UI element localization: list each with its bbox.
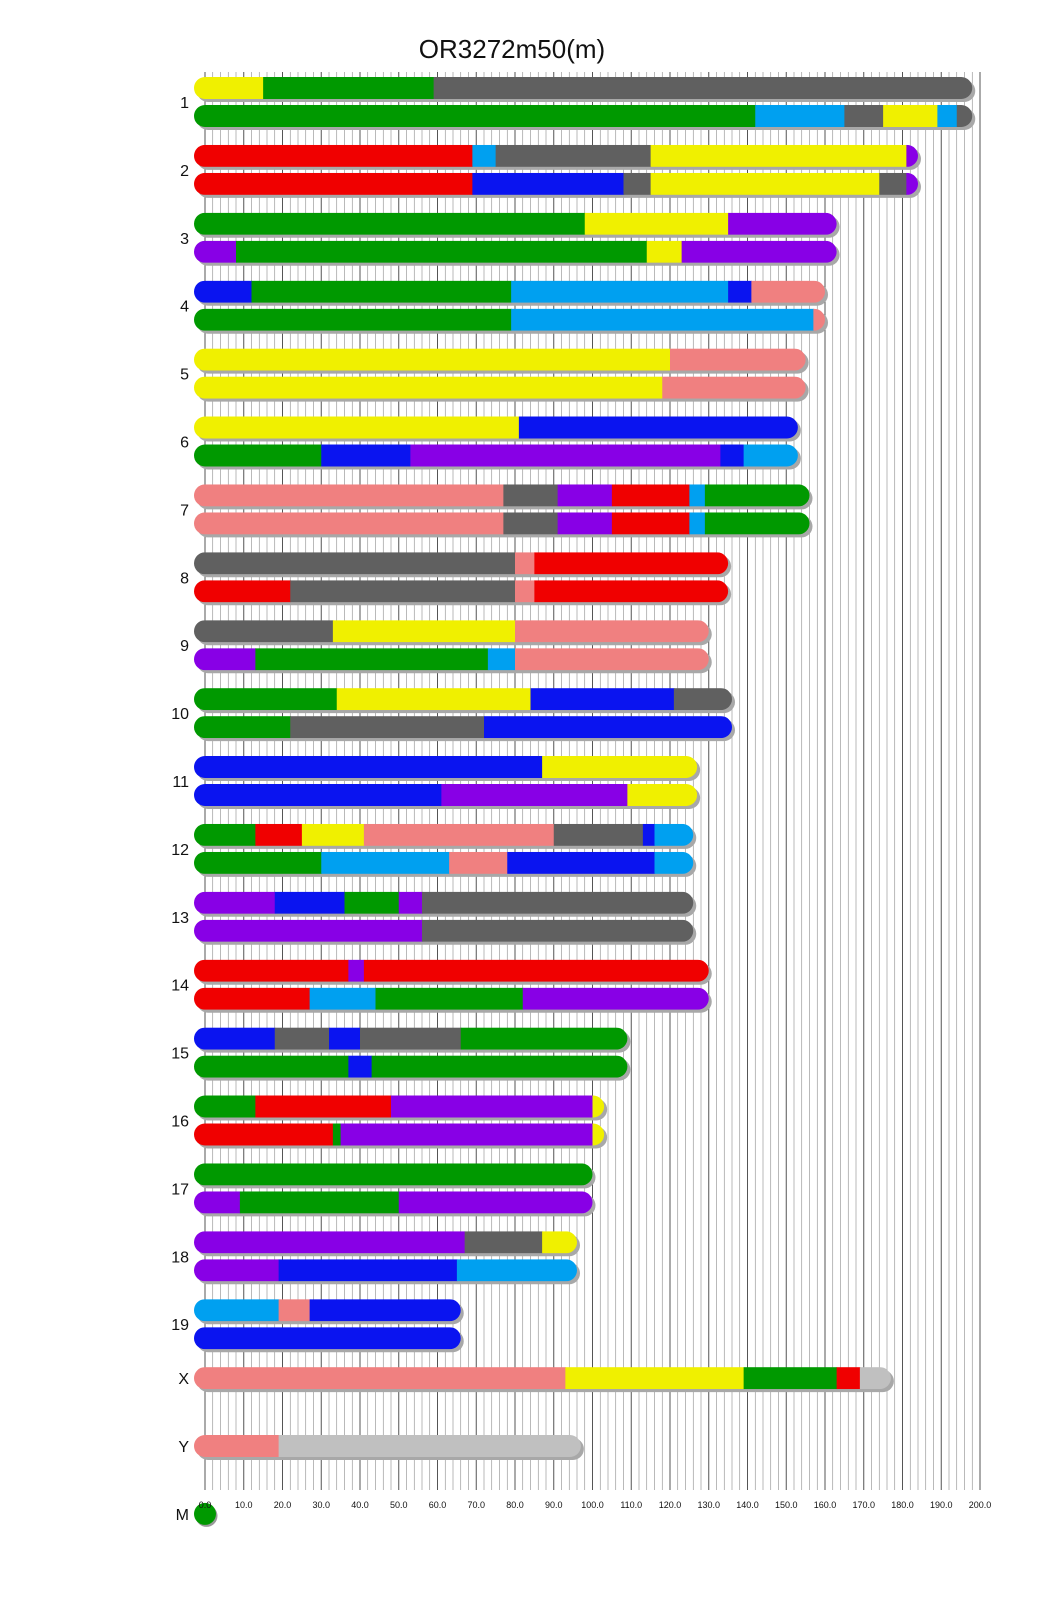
segment-cyan xyxy=(457,1259,578,1281)
segment-yellow xyxy=(194,77,264,99)
segment-yellow xyxy=(337,688,531,710)
haplotype-bar xyxy=(194,213,840,238)
x-tick-label: 70.0 xyxy=(467,1500,486,1510)
segment-yellow xyxy=(585,213,729,235)
chromosome-bars xyxy=(171,77,975,1527)
chromosome-label: 11 xyxy=(172,774,189,791)
segment-lightgray xyxy=(860,1367,892,1389)
segment-red xyxy=(534,580,728,602)
haplotype-bar xyxy=(194,445,801,470)
haplotype-bar xyxy=(194,580,731,605)
segment-green xyxy=(376,988,524,1010)
segment-darkgray xyxy=(554,824,644,846)
chromosome-label: 7 xyxy=(180,502,189,520)
chart-title: OR3272m50(m) xyxy=(418,34,606,64)
chromosome-label: 9 xyxy=(180,638,189,656)
haplotype-bar xyxy=(194,1124,607,1149)
segment-red xyxy=(364,960,709,982)
segment-salmon xyxy=(194,512,504,534)
haplotype-bar xyxy=(194,988,712,1013)
segment-green xyxy=(252,281,512,303)
segment-yellow xyxy=(883,105,938,127)
segment-green xyxy=(705,484,810,506)
x-tick-label: 110.0 xyxy=(620,1500,643,1510)
segment-red xyxy=(194,173,473,195)
segment-darkgray xyxy=(879,173,907,195)
segment-green xyxy=(705,512,810,534)
segment-red xyxy=(194,580,291,602)
segment-purple xyxy=(194,1191,240,1213)
segment-yellow xyxy=(651,173,880,195)
segment-purple xyxy=(194,920,423,942)
chromosome-label: 4 xyxy=(180,298,189,316)
segment-cyan xyxy=(321,852,449,874)
segment-cyan xyxy=(689,484,705,506)
x-tick-label: 40.0 xyxy=(351,1500,369,1510)
segment-green xyxy=(345,892,400,914)
haplotype-bar xyxy=(194,349,809,374)
chromosome-label: 19 xyxy=(171,1317,189,1335)
haplotype-bar xyxy=(194,309,828,334)
haplotype-bar xyxy=(194,377,809,402)
x-tick-label: 0.0 xyxy=(198,1500,212,1510)
segment-red xyxy=(194,1124,333,1146)
segment-cyan xyxy=(755,105,845,127)
segment-cyan xyxy=(744,445,799,467)
x-tick-label: 80.0 xyxy=(506,1500,524,1510)
haplotype-bar xyxy=(194,105,975,130)
segment-yellow xyxy=(565,1367,744,1389)
segment-yellow xyxy=(194,417,519,439)
segment-blue xyxy=(310,1299,462,1321)
segment-darkgray xyxy=(674,688,733,710)
haplotype-bar xyxy=(194,1327,464,1352)
segment-purple xyxy=(194,648,256,670)
segment-purple xyxy=(391,1096,593,1118)
chromosome-14 xyxy=(171,960,712,1013)
haplotype-bar xyxy=(194,552,731,577)
segment-blue xyxy=(329,1028,361,1050)
segment-green xyxy=(255,648,488,670)
segment-yellow xyxy=(194,349,671,371)
haplotype-bar xyxy=(194,1191,596,1216)
chromosome-label: 2 xyxy=(180,162,189,180)
haplotype-bar xyxy=(194,281,828,306)
segment-green xyxy=(333,1124,341,1146)
chromosome-label: 15 xyxy=(171,1045,189,1063)
segment-purple xyxy=(194,1231,465,1253)
segment-cyan xyxy=(310,988,376,1010)
chromosome-label: Y xyxy=(178,1439,189,1456)
segment-salmon xyxy=(364,824,554,846)
haplotype-bar xyxy=(194,824,696,849)
segment-green xyxy=(263,77,434,99)
chromosome-label: 17 xyxy=(171,1181,189,1199)
segment-yellow xyxy=(302,824,365,846)
segment-blue xyxy=(194,281,252,303)
chromosome-8 xyxy=(180,552,731,605)
chromosome-6 xyxy=(180,417,801,470)
chromosome-X xyxy=(178,1367,894,1392)
segment-green xyxy=(194,445,322,467)
segment-red xyxy=(255,1096,391,1118)
segment-green xyxy=(194,105,756,127)
haplotype-bar xyxy=(194,1056,630,1081)
haplotype-bar xyxy=(194,920,696,945)
segment-purple xyxy=(410,445,721,467)
haplotype-bar xyxy=(194,1163,596,1188)
segment-red xyxy=(194,988,310,1010)
segment-blue xyxy=(194,756,543,778)
haplotype-bar xyxy=(194,484,813,509)
x-tick-label: 200.0 xyxy=(968,1500,992,1510)
segment-purple xyxy=(441,784,628,806)
segment-purple xyxy=(348,960,364,982)
x-tick-label: 60.0 xyxy=(428,1500,447,1510)
x-tick-label: 160.0 xyxy=(813,1500,837,1510)
segment-yellow xyxy=(542,756,698,778)
x-tick-label: 50.0 xyxy=(389,1500,408,1510)
segment-green xyxy=(194,1056,349,1078)
segment-green xyxy=(194,213,585,235)
haplotype-bar xyxy=(194,241,840,266)
segment-darkgray xyxy=(496,145,652,167)
segment-purple xyxy=(194,1259,279,1281)
segment-green xyxy=(236,241,647,263)
haplotype-bar xyxy=(194,756,700,781)
segment-red xyxy=(255,824,302,846)
haplotype-bar xyxy=(194,1028,630,1053)
x-tick-label: 150.0 xyxy=(774,1500,798,1510)
haplotype-bar xyxy=(194,688,735,713)
segment-blue xyxy=(531,688,675,710)
segment-blue xyxy=(472,173,624,195)
segment-green xyxy=(194,309,512,331)
haplotype-bar xyxy=(194,1299,464,1324)
segment-yellow xyxy=(542,1231,577,1253)
chromosome-label: M xyxy=(175,1506,189,1524)
segment-yellow xyxy=(651,145,907,167)
segment-red xyxy=(534,552,728,574)
chromosome-4 xyxy=(180,281,828,334)
haplotype-bar xyxy=(194,1259,580,1284)
chromosome-label: 14 xyxy=(171,977,189,995)
segment-salmon xyxy=(515,620,709,642)
segment-salmon xyxy=(515,552,535,574)
segment-salmon xyxy=(449,852,508,874)
segment-salmon xyxy=(662,377,806,399)
haplotype-bar xyxy=(194,620,712,645)
segment-darkgray xyxy=(624,173,652,195)
x-tick-label: 140.0 xyxy=(736,1500,759,1510)
segment-darkgray xyxy=(503,512,558,534)
haplotype-bar xyxy=(194,648,712,673)
chromosome-label: 16 xyxy=(171,1113,189,1131)
chromosome-13 xyxy=(171,892,696,945)
haplotype-bar xyxy=(194,512,813,537)
segment-darkgray xyxy=(844,105,883,127)
chromosome-3 xyxy=(180,213,840,266)
segment-darkgray xyxy=(194,552,516,574)
segment-lightgray xyxy=(279,1435,582,1457)
chromosome-16 xyxy=(171,1096,607,1149)
x-tick-label: 30.0 xyxy=(312,1500,331,1510)
segment-darkgray xyxy=(434,77,973,99)
haplotype-bar xyxy=(194,173,921,198)
segment-blue xyxy=(194,1028,275,1050)
segment-green xyxy=(461,1028,628,1050)
segment-cyan xyxy=(937,105,957,127)
chromosome-label: 8 xyxy=(180,570,189,588)
segment-salmon xyxy=(751,281,825,303)
segment-blue xyxy=(484,716,733,738)
x-tick-label: 190.0 xyxy=(929,1500,953,1510)
haplotype-bar xyxy=(194,1096,607,1121)
segment-cyan xyxy=(194,1299,279,1321)
haplotype-bar xyxy=(194,417,801,442)
chromosome-label: 18 xyxy=(171,1249,189,1267)
chromosome-label: 13 xyxy=(171,909,189,927)
segment-red xyxy=(612,484,690,506)
segment-purple xyxy=(399,1191,593,1213)
haplotype-bar xyxy=(194,960,712,985)
chromosome-label: X xyxy=(178,1371,189,1389)
x-tick-label: 130.0 xyxy=(697,1500,721,1510)
segment-salmon xyxy=(515,580,535,602)
x-tick-label: 10.0 xyxy=(234,1500,253,1510)
segment-blue xyxy=(728,281,752,303)
segment-blue xyxy=(321,445,411,467)
segment-blue xyxy=(194,784,442,806)
segment-blue xyxy=(507,852,655,874)
haplotype-bar xyxy=(194,77,975,102)
x-tick-label: 170.0 xyxy=(852,1500,876,1510)
segment-red xyxy=(612,512,690,534)
segment-darkgray xyxy=(194,620,333,642)
segment-salmon xyxy=(194,1367,566,1389)
segment-purple xyxy=(399,892,423,914)
segment-salmon xyxy=(194,484,504,506)
segment-green xyxy=(194,1163,593,1185)
segment-salmon xyxy=(670,349,806,371)
chromosome-label: 12 xyxy=(171,841,189,859)
segment-green xyxy=(744,1367,838,1389)
segment-blue xyxy=(279,1259,458,1281)
segment-purple xyxy=(682,241,838,263)
segment-darkgray xyxy=(275,1028,330,1050)
segment-purple xyxy=(341,1124,593,1146)
segment-yellow xyxy=(333,620,516,642)
chromosome-9 xyxy=(180,620,712,673)
segment-blue xyxy=(275,892,345,914)
chromosome-label: 3 xyxy=(180,230,189,248)
chromosome-5 xyxy=(180,349,809,402)
segment-cyan xyxy=(655,852,694,874)
haplotype-bar xyxy=(194,892,696,917)
segment-green xyxy=(240,1191,399,1213)
chromosome-label: 10 xyxy=(171,706,189,724)
haplotype-bar xyxy=(194,1231,580,1256)
segment-purple xyxy=(194,241,237,263)
segment-blue xyxy=(348,1056,372,1078)
x-tick-label: 20.0 xyxy=(273,1500,292,1510)
segment-darkgray xyxy=(465,1231,543,1253)
chromosome-19 xyxy=(171,1299,464,1352)
segment-darkgray xyxy=(290,580,515,602)
x-axis-ticks xyxy=(199,1500,992,1510)
segment-blue xyxy=(194,1327,461,1349)
haplotype-bar xyxy=(194,852,696,877)
segment-red xyxy=(837,1367,861,1389)
segment-cyan xyxy=(689,512,705,534)
chromosome-label: 6 xyxy=(180,434,189,452)
segment-cyan xyxy=(511,309,814,331)
segment-cyan xyxy=(488,648,516,670)
segment-cyan xyxy=(472,145,496,167)
segment-green xyxy=(194,852,322,874)
segment-green xyxy=(194,824,256,846)
segment-darkgray xyxy=(422,920,694,942)
x-tick-label: 90.0 xyxy=(544,1500,563,1510)
segment-green xyxy=(194,688,337,710)
segment-purple xyxy=(194,892,275,914)
segment-green xyxy=(194,1096,256,1118)
haplotype-bar xyxy=(194,716,735,741)
segment-green xyxy=(372,1056,628,1078)
segment-yellow xyxy=(627,784,697,806)
segment-salmon xyxy=(194,1435,279,1457)
segment-salmon xyxy=(515,648,709,670)
haplotype-bar xyxy=(194,145,921,170)
segment-blue xyxy=(720,445,744,467)
chromosome-label: 5 xyxy=(180,366,189,384)
segment-blue xyxy=(643,824,655,846)
segment-cyan xyxy=(655,824,694,846)
segment-purple xyxy=(558,512,613,534)
segment-red xyxy=(194,145,473,167)
haplotype-bar xyxy=(194,1367,894,1392)
segment-purple xyxy=(558,484,613,506)
x-tick-label: 120.0 xyxy=(658,1500,682,1510)
x-tick-label: 100.0 xyxy=(581,1500,604,1510)
haplotype-bar xyxy=(194,1435,584,1460)
segment-yellow xyxy=(647,241,682,263)
segment-darkgray xyxy=(503,484,558,506)
segment-purple xyxy=(728,213,837,235)
chromosome-label: 1 xyxy=(180,95,189,112)
segment-darkgray xyxy=(422,892,694,914)
chromosome-12 xyxy=(171,824,696,877)
chromosome-2 xyxy=(180,145,921,198)
segment-salmon xyxy=(279,1299,311,1321)
segment-darkgray xyxy=(290,716,484,738)
segment-darkgray xyxy=(360,1028,461,1050)
x-tick-label: 180.0 xyxy=(891,1500,914,1510)
chromosome-Y xyxy=(178,1435,584,1460)
haplotype-bar xyxy=(194,784,700,809)
segment-yellow xyxy=(194,377,663,399)
segment-cyan xyxy=(511,281,729,303)
segment-green xyxy=(194,716,291,738)
segment-blue xyxy=(519,417,799,439)
segment-purple xyxy=(523,988,710,1010)
segment-red xyxy=(194,960,349,982)
